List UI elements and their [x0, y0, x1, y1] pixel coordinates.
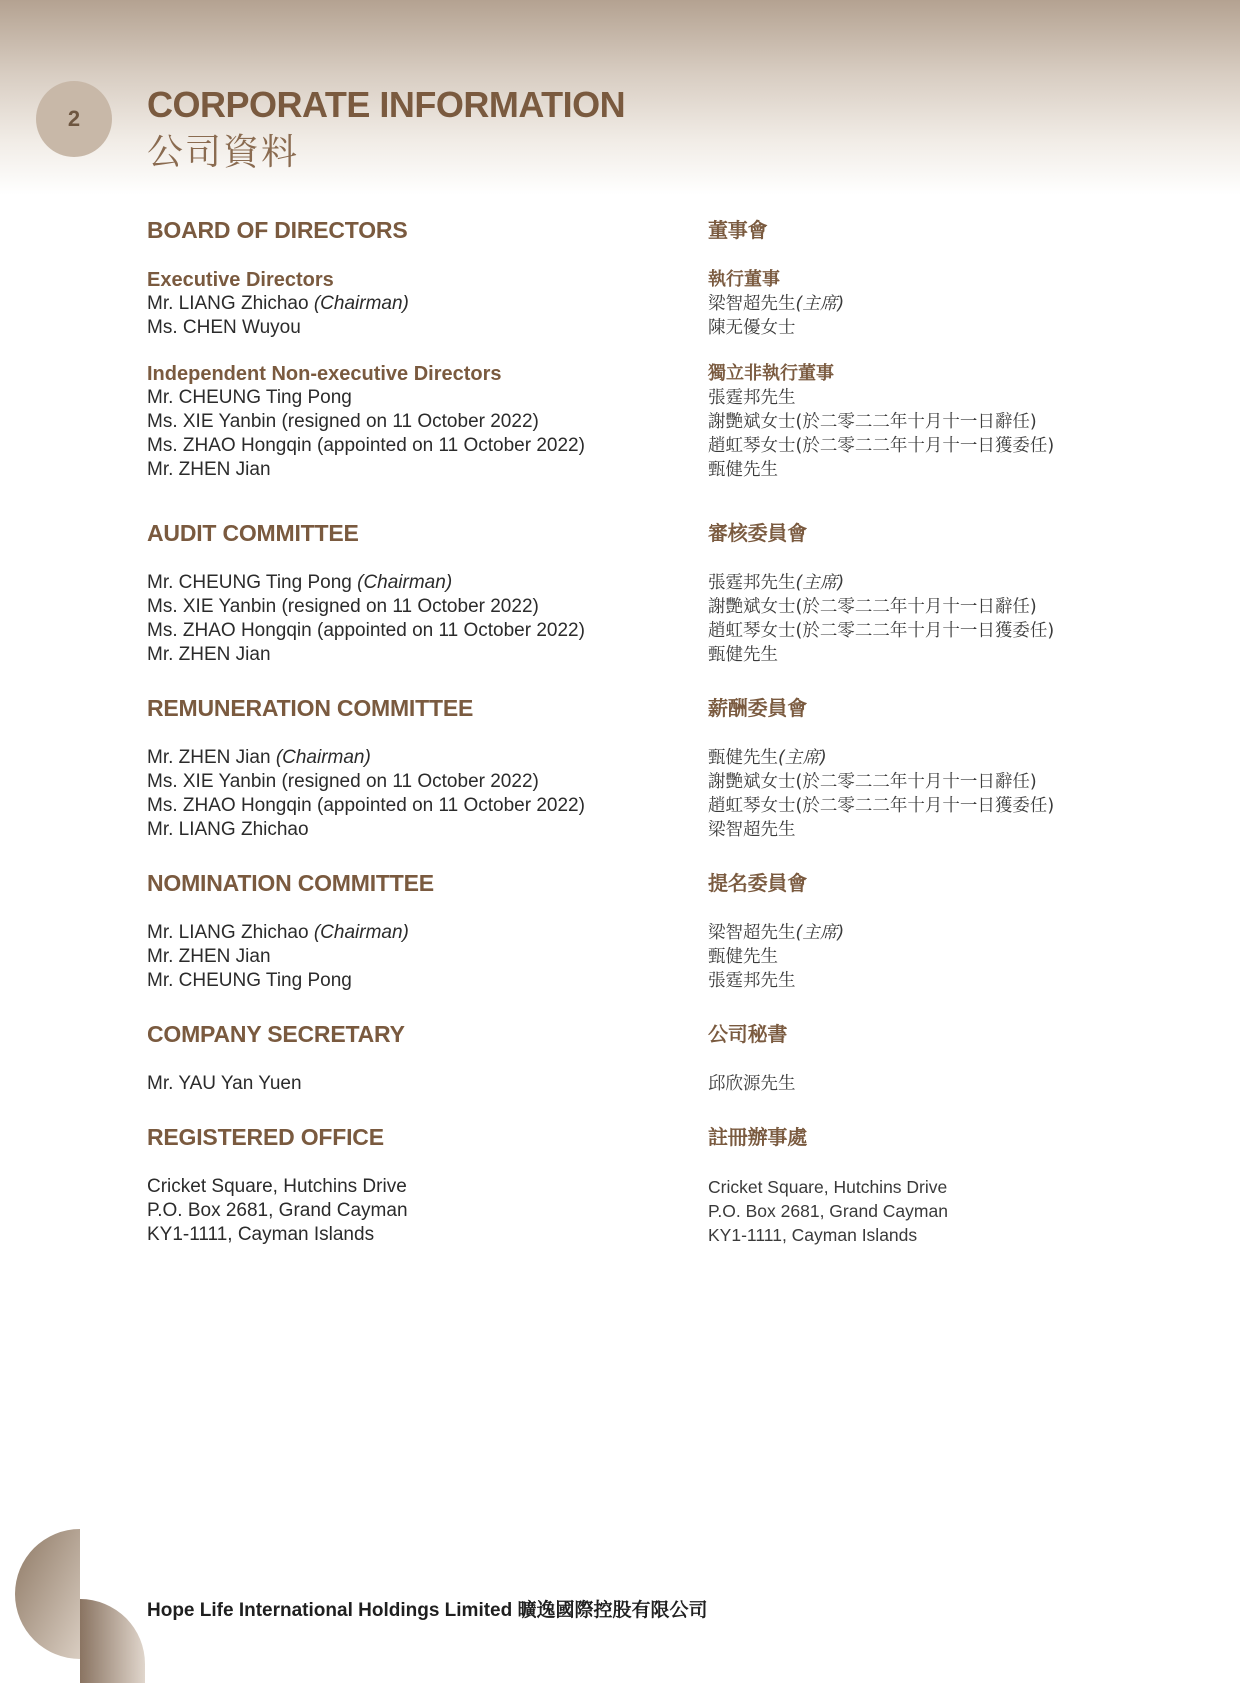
member-line: 梁智超先生: [708, 820, 796, 840]
office-section: [147, 1123, 667, 1247]
left-half-circle-shape: [15, 1529, 80, 1659]
nomination-section: [147, 869, 667, 993]
subsection-heading: Executive Directors: [147, 269, 334, 291]
member-line: 陳无優女士: [708, 318, 796, 338]
member-line: 趙虹琴女士(於二零二二年十月十一日獲委任): [708, 621, 1055, 641]
section-heading: 審核委員會: [708, 521, 807, 545]
office-section-zh: [708, 1123, 1228, 1247]
remuneration-section: [147, 694, 667, 842]
address-line: P.O. Box 2681, Grand Cayman: [708, 1201, 948, 1221]
member-line: Mr. ZHEN Jian: [147, 459, 271, 480]
address-line: Cricket Square, Hutchins Drive: [147, 1176, 407, 1197]
page-title: CORPORATE INFORMATION: [147, 84, 626, 125]
member-line: 甄健先生: [708, 947, 778, 967]
member-line: 邱欣源先生: [708, 1074, 796, 1094]
nomination-section-zh: [708, 869, 1228, 993]
member-line: Mr. LIANG Zhichao (Chairman): [147, 922, 409, 943]
member-line: 甄健先生(主席): [708, 748, 827, 768]
secretary-section: [147, 1020, 667, 1096]
member-line: Mr. YAU Yan Yuen: [147, 1073, 302, 1094]
member-line: 梁智超先生(主席): [708, 294, 845, 314]
section-heading: 提名委員會: [708, 871, 807, 895]
section-heading: 薪酬委員會: [708, 696, 807, 720]
member-line: 梁智超先生(主席): [708, 923, 845, 943]
subsection-heading: 獨立非執行董事: [708, 363, 834, 384]
member-line: 張霆邦先生: [708, 388, 796, 408]
remuneration-section-zh: [708, 694, 1228, 842]
audit-section: [147, 519, 667, 667]
member-line: 謝艷斌女士(於二零二二年十月十一日辭任): [708, 412, 1037, 432]
member-line: 謝艷斌女士(於二零二二年十月十一日辭任): [708, 597, 1037, 617]
member-line: Ms. XIE Yanbin (resigned on 11 October 2022): [147, 596, 539, 617]
page-title-chinese: 公司資料: [147, 132, 300, 173]
member-line: Mr. ZHEN Jian (Chairman): [147, 747, 371, 768]
member-line: Ms. XIE Yanbin (resigned on 11 October 2022): [147, 411, 539, 432]
board-section-zh: [708, 216, 1228, 482]
secretary-section-zh: [708, 1020, 1228, 1096]
address-line: P.O. Box 2681, Grand Cayman: [147, 1200, 408, 1221]
page-number: 2: [67, 106, 81, 131]
member-line: 甄健先生: [708, 460, 778, 480]
member-line: Ms. XIE Yanbin (resigned on 11 October 2022): [147, 771, 539, 792]
section-heading: COMPANY SECRETARY: [147, 1021, 405, 1047]
board-section: [147, 216, 667, 482]
section-heading: 註冊辦事處: [708, 1125, 807, 1149]
member-line: Mr. ZHEN Jian: [147, 644, 271, 665]
address-line: KY1-1111, Cayman Islands: [708, 1225, 918, 1245]
subsection-heading: Independent Non-executive Directors: [147, 363, 502, 385]
member-line: Mr. CHEUNG Ting Pong: [147, 387, 352, 408]
member-line: Mr. CHEUNG Ting Pong (Chairman): [147, 572, 453, 593]
footer-company-name: Hope Life International Holdings Limited 曠逸國際控股有限公司: [147, 1600, 708, 1621]
member-line: Mr. LIANG Zhichao (Chairman): [147, 293, 409, 314]
member-line: 張霆邦先生: [708, 971, 796, 991]
member-line: Mr. CHEUNG Ting Pong: [147, 970, 352, 991]
address-line: KY1-1111, Cayman Islands: [147, 1224, 375, 1245]
section-heading: BOARD OF DIRECTORS: [147, 217, 408, 243]
member-line: 謝艷斌女士(於二零二二年十月十一日辭任): [708, 772, 1037, 792]
member-line: Ms. ZHAO Hongqin (appointed on 11 October 2022): [147, 620, 585, 641]
section-heading: NOMINATION COMMITTEE: [147, 870, 434, 896]
member-line: Ms. CHEN Wuyou: [147, 317, 301, 338]
subsection-heading: 執行董事: [708, 269, 780, 290]
address-line: Cricket Square, Hutchins Drive: [708, 1177, 948, 1197]
member-line: Mr. ZHEN Jian: [147, 946, 271, 967]
member-line: 張霆邦先生(主席): [708, 573, 845, 593]
right-quarter-shape: [80, 1599, 145, 1683]
section-heading: 公司秘書: [708, 1022, 788, 1046]
audit-section-zh: [708, 519, 1228, 667]
section-heading: REGISTERED OFFICE: [147, 1124, 384, 1150]
member-line: Mr. LIANG Zhichao: [147, 819, 309, 840]
section-heading: AUDIT COMMITTEE: [147, 520, 359, 546]
member-line: 甄健先生: [708, 645, 778, 665]
section-heading: 董事會: [708, 218, 768, 242]
member-line: Ms. ZHAO Hongqin (appointed on 11 October 2022): [147, 435, 585, 456]
member-line: 趙虹琴女士(於二零二二年十月十一日獲委任): [708, 796, 1055, 816]
member-line: Ms. ZHAO Hongqin (appointed on 11 October 2022): [147, 795, 585, 816]
member-line: 趙虹琴女士(於二零二二年十月十一日獲委任): [708, 436, 1055, 456]
page-number-badge: [36, 81, 112, 157]
footer-logo-graphic: [0, 1520, 160, 1683]
section-heading: REMUNERATION COMMITTEE: [147, 695, 474, 721]
